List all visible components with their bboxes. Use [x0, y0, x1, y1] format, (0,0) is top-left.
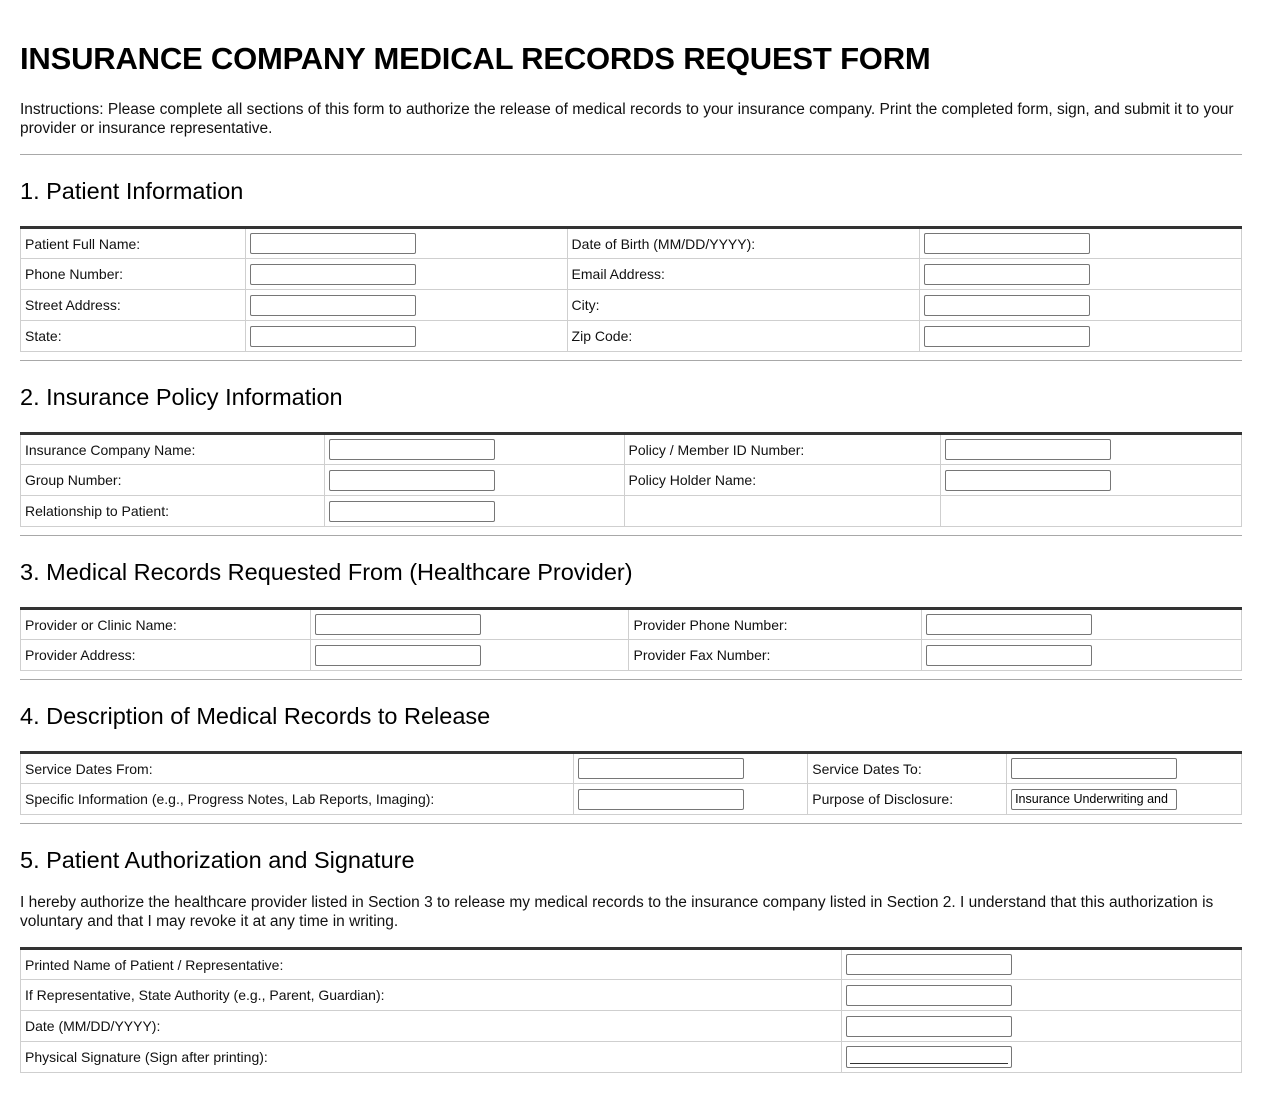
- table-row: [21, 290, 1242, 321]
- insurance-company-input[interactable]: [329, 439, 495, 460]
- section-divider: [20, 679, 1242, 680]
- zip-code-cell: [920, 321, 1242, 352]
- provider-phone-input[interactable]: [926, 614, 1092, 635]
- signature-date-input[interactable]: [846, 1016, 1012, 1037]
- table-row: [21, 609, 1242, 640]
- service-dates-to-cell: [1007, 753, 1242, 784]
- table-row: [21, 1011, 1242, 1042]
- table-row: [21, 434, 1242, 465]
- policy-holder-label: Policy Holder Name:: [624, 465, 941, 496]
- zip-code-label: Zip Code:: [567, 321, 920, 352]
- provider-address-input[interactable]: [315, 645, 481, 666]
- patient-full-name-label: Patient Full Name:: [21, 228, 246, 259]
- state-input[interactable]: [250, 326, 416, 347]
- printed-name-input[interactable]: [846, 954, 1012, 975]
- email-input[interactable]: [924, 264, 1090, 285]
- physical-signature-label: Physical Signature (Sign after printing):: [21, 1042, 842, 1073]
- table-row: [21, 640, 1242, 671]
- section-divider: [20, 154, 1242, 155]
- service-dates-to-label: Service Dates To:: [808, 753, 1007, 784]
- table-row: [21, 496, 1242, 527]
- phone-input[interactable]: [250, 264, 416, 285]
- provider-name-cell: [310, 609, 629, 640]
- street-address-cell: [245, 290, 567, 321]
- representative-authority-cell: [842, 980, 1242, 1011]
- signature-date-cell: [842, 1011, 1242, 1042]
- policy-id-input[interactable]: [945, 439, 1111, 460]
- provider-phone-label: Provider Phone Number:: [629, 609, 922, 640]
- representative-authority-input[interactable]: [846, 985, 1012, 1006]
- dob-label: Date of Birth (MM/DD/YYYY):: [567, 228, 920, 259]
- service-dates-from-input[interactable]: [578, 758, 744, 779]
- section-title-insurance-policy: 2. Insurance Policy Information: [20, 384, 343, 410]
- authorization-text: I hereby authorize the healthcare provider listed in Section 3 to release my medical records to the insurance company listed in Section 2. I understand that this authorization is voluntary and that I may revoke it at any time in writing.: [20, 894, 1214, 930]
- street-address-label: Street Address:: [21, 290, 246, 321]
- state-label: State:: [21, 321, 246, 352]
- relationship-input[interactable]: [329, 501, 495, 522]
- specific-information-input[interactable]: [578, 789, 744, 810]
- policy-holder-input[interactable]: [945, 470, 1111, 491]
- empty-cell: [941, 496, 1242, 527]
- group-number-input[interactable]: [329, 470, 495, 491]
- physical-signature-cell: [842, 1042, 1242, 1073]
- city-label: City:: [567, 290, 920, 321]
- section-divider: [20, 360, 1242, 361]
- records-description-table: [20, 751, 1242, 815]
- city-cell: [920, 290, 1242, 321]
- insurance-policy-table: [20, 432, 1242, 527]
- service-dates-from-cell: [574, 753, 808, 784]
- section-title-patient-information: 1. Patient Information: [20, 178, 244, 204]
- section-title-authorization: 5. Patient Authorization and Signature: [20, 847, 415, 873]
- provider-fax-input[interactable]: [926, 645, 1092, 666]
- table-row: [21, 465, 1242, 496]
- provider-address-label: Provider Address:: [21, 640, 311, 671]
- policy-id-label: Policy / Member ID Number:: [624, 434, 941, 465]
- policy-id-cell: [941, 434, 1242, 465]
- city-input[interactable]: [924, 295, 1090, 316]
- table-row: [21, 980, 1242, 1011]
- authorization-table: [20, 947, 1242, 1073]
- table-row: [21, 1042, 1242, 1073]
- service-dates-from-label: Service Dates From:: [21, 753, 574, 784]
- specific-information-cell: [574, 784, 808, 815]
- empty-cell: [624, 496, 941, 527]
- phone-label: Phone Number:: [21, 259, 246, 290]
- dob-cell: [920, 228, 1242, 259]
- provider-name-input[interactable]: [315, 614, 481, 635]
- relationship-cell: [324, 496, 624, 527]
- policy-holder-cell: [941, 465, 1242, 496]
- patient-full-name-cell: [245, 228, 567, 259]
- provider-name-label: Provider or Clinic Name:: [21, 609, 311, 640]
- section-divider: [20, 823, 1242, 824]
- representative-authority-label: If Representative, State Authority (e.g., Parent, Guardian):: [21, 980, 842, 1011]
- provider-phone-cell: [922, 609, 1242, 640]
- instructions-text: Instructions: Please complete all sections of this form to authorize the release of medical records to your insurance company. Print the completed form, sign, and submit it to your provider or insurance representative.: [20, 101, 1234, 137]
- purpose-label: Purpose of Disclosure:: [808, 784, 1007, 815]
- email-label: Email Address:: [567, 259, 920, 290]
- table-row: [21, 259, 1242, 290]
- provider-address-cell: [310, 640, 629, 671]
- dob-input[interactable]: [924, 233, 1090, 254]
- section-title-records-description: 4. Description of Medical Records to Release: [20, 703, 491, 729]
- signature-line: [850, 1063, 1008, 1064]
- insurance-company-label: Insurance Company Name:: [21, 434, 325, 465]
- page-title: INSURANCE COMPANY MEDICAL RECORDS REQUEST FORM: [20, 41, 931, 76]
- street-address-input[interactable]: [250, 295, 416, 316]
- group-number-label: Group Number:: [21, 465, 325, 496]
- section-title-healthcare-provider: 3. Medical Records Requested From (Healthcare Provider): [20, 559, 633, 585]
- patient-information-table: [20, 226, 1242, 352]
- table-row: [21, 228, 1242, 259]
- patient-full-name-input[interactable]: [250, 233, 416, 254]
- email-cell: [920, 259, 1242, 290]
- service-dates-to-input[interactable]: [1011, 758, 1177, 779]
- table-row: [21, 784, 1242, 815]
- phone-cell: [245, 259, 567, 290]
- signature-date-label: Date (MM/DD/YYYY):: [21, 1011, 842, 1042]
- healthcare-provider-table: [20, 607, 1242, 671]
- table-row: [21, 321, 1242, 352]
- purpose-cell: [1007, 784, 1242, 815]
- table-row: [21, 949, 1242, 980]
- section-divider: [20, 535, 1242, 536]
- table-row: [21, 753, 1242, 784]
- printed-name-cell: [842, 949, 1242, 980]
- purpose-input[interactable]: [1011, 789, 1177, 810]
- zip-code-input[interactable]: [924, 326, 1090, 347]
- provider-fax-cell: [922, 640, 1242, 671]
- physical-signature-field[interactable]: [846, 1046, 1012, 1068]
- relationship-label: Relationship to Patient:: [21, 496, 325, 527]
- provider-fax-label: Provider Fax Number:: [629, 640, 922, 671]
- group-number-cell: [324, 465, 624, 496]
- printed-name-label: Printed Name of Patient / Representative:: [21, 949, 842, 980]
- state-cell: [245, 321, 567, 352]
- specific-information-label: Specific Information (e.g., Progress Notes, Lab Reports, Imaging):: [21, 784, 574, 815]
- insurance-company-cell: [324, 434, 624, 465]
